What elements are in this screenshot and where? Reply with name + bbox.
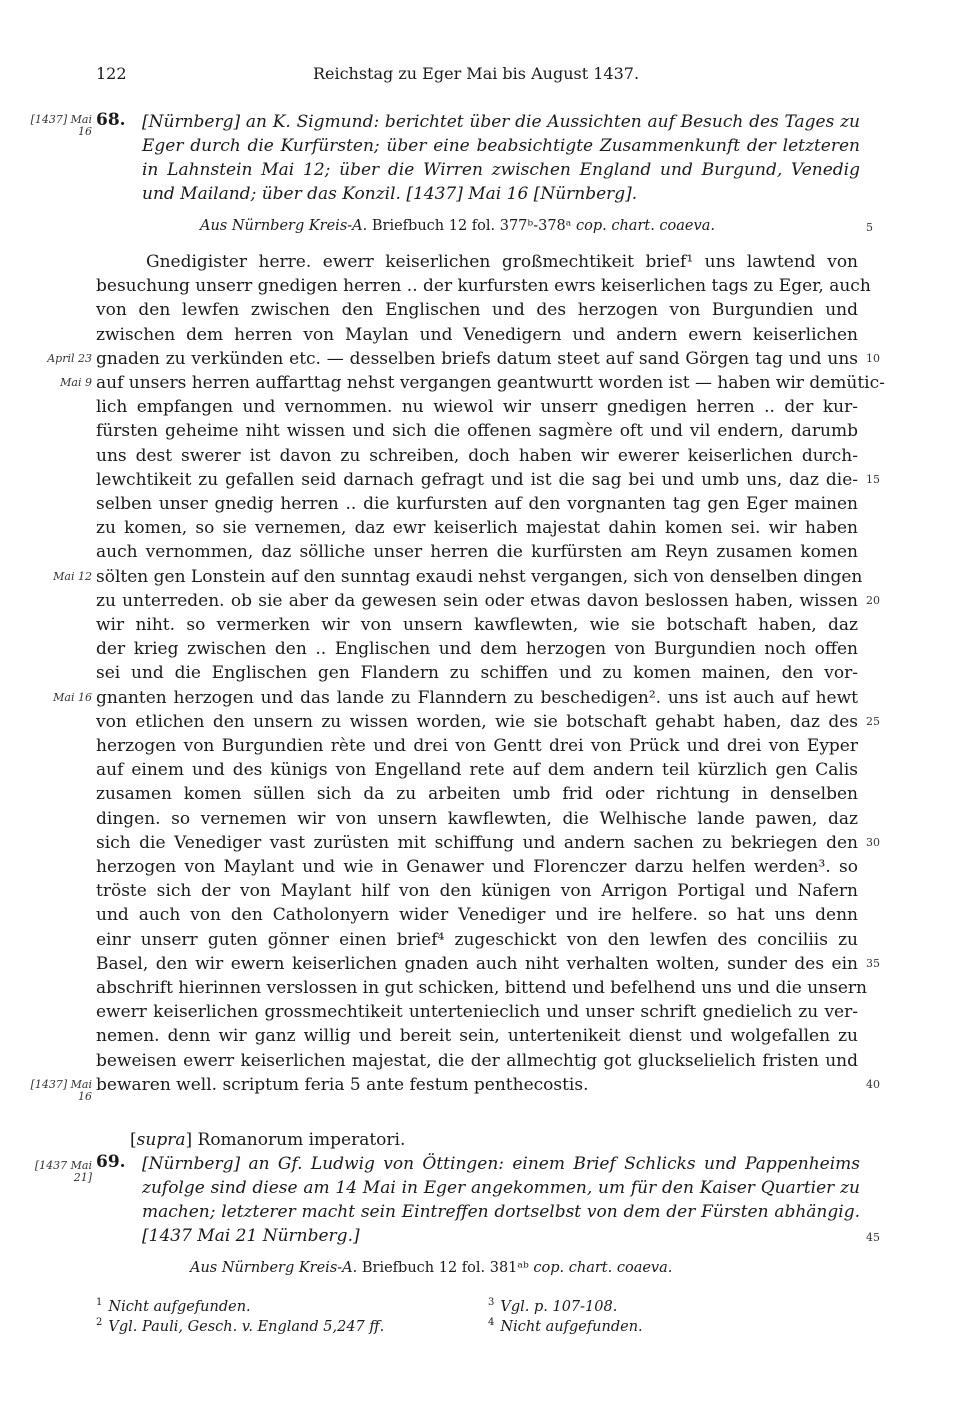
- body-line: auf unsers herren auffarttag nehst vergangen geantwurtt worden ist — haben wir demütic-: [96, 373, 885, 393]
- body-line: besuchung unserr gnedigen herren .. der kurfursten ewrs keiserlichen tags zu Eger, auch: [96, 276, 871, 297]
- body-line: von den lewfen zwischen den Englischen und des herzogen von Burgundien und: [96, 300, 858, 321]
- body-line: sei und die Englischen gen Flandern zu schiffen und zu komen mainen, den vor-: [96, 663, 858, 684]
- entry-68-date-note: [1437] Mai 16: [30, 113, 92, 138]
- body-line: zusamen komen süllen sich da zu arbeiten umb frid oder richtung in denselben: [96, 784, 858, 805]
- body-line: der krieg zwischen den .. Englischen und dem herzogen von Burgundien noch offen: [96, 639, 858, 660]
- entry-69-source-type: cop. chart. coaeva.: [533, 1260, 673, 1276]
- body-line: fürsten geheime niht wissen und sich die offenen sagmère oft und vil endern, darumb: [96, 421, 858, 442]
- body-line: Gnedigister herre. ewerr keiserlichen großmechtikeit brief¹ uns lawtend von: [146, 252, 858, 272]
- margin-date-note: April 23: [47, 351, 92, 365]
- entry-68-line-number: 5: [866, 221, 873, 234]
- entry-69-heading: [96, 1152, 866, 1248]
- body-line: zu unterreden. ob sie aber da gewesen sein oder etwas davon beslossen haben, wissen: [96, 590, 858, 611]
- entry-68-source-archive: Aus Nürnberg Kreis-A.: [200, 218, 368, 234]
- footnote-4: $^4$ Nicht aufgefunden.: [488, 1317, 643, 1335]
- body-line: gnanten herzogen und das lande zu Flanndern zu beschedigen². uns ist auch auf hewt: [96, 687, 858, 708]
- body-line: dingen. so vernemen wir von unsern kawflewten, die Welhische lande pawen, daz: [96, 808, 858, 829]
- entry-69-source-folio: Briefbuch 12 fol. 381ᵃᵇ: [361, 1260, 529, 1276]
- body-line: herzogen von Maylant und wie in Genawer und Florenczer darzu helfen werden³. so: [96, 857, 858, 877]
- closing-bracket-word: supra: [136, 1130, 186, 1150]
- margin-date-note: Mai 9: [60, 376, 92, 389]
- line-number: 10: [866, 351, 880, 365]
- running-title: Reichstag zu Eger Mai bis August 1437.: [312, 64, 640, 83]
- body-line: tröste sich der von Maylant hilf von den künigen von Arrigon Portigal und Nafern: [96, 881, 858, 902]
- body-line: sölten gen Lonstein auf den sunntag exaudi nehst vergangen, sich von denselben dingen: [96, 566, 863, 587]
- page-header: [96, 64, 856, 88]
- margin-date-note: Mai 16: [53, 690, 92, 704]
- entry-68-source-folio: Briefbuch 12 fol. 377ᵇ-378ᵃ: [371, 218, 572, 234]
- body-line: herzogen von Burgundien rète und drei von Gentt drei von Prück und drei von Eyper: [96, 736, 858, 756]
- line-number: 40: [866, 1077, 880, 1091]
- entry-69-source-archive: Aus Nürnberg Kreis-A.: [190, 1260, 358, 1276]
- entry-69-date-note: [1437 Mai 21]: [34, 1159, 92, 1184]
- footnote-1: $^1$ Nicht aufgefunden.: [96, 1297, 251, 1315]
- footnote-3: $^3$ Vgl. p. 107-108.: [488, 1297, 618, 1315]
- entry-68-source-type: cop. chart. coaeva.: [576, 218, 715, 234]
- entry-69-line-number: 45: [866, 1231, 880, 1244]
- line-number: 35: [866, 956, 880, 970]
- entry-69-summary: [Nürnberg] an Gf. Ludwig von Öttingen: einem Brief Schlicks und Pappenheims zufolge sind diese am 14 Mai in Eger angekommen, um für den Kaiser Quartier zu machen; letzterer macht sein Eintreffen dortselbst von dem der Fürsten abhängig. [1437 Mai 21 Nürnberg.]: [142, 1154, 860, 1246]
- line-number: 15: [866, 472, 880, 486]
- body-line: sich die Venediger vast zurüsten mit schiffung und andern sachen zu bekriegen den: [96, 832, 858, 853]
- body-line: Basel, den wir ewern keiserlichen gnaden auch niht verhalten wolten, sunder des ein: [96, 953, 858, 974]
- body-line: nemen. denn wir ganz willig und bereit sein, untertenikeit dienst und wolgefallen zu: [96, 1026, 858, 1047]
- entry-69-source: [190, 1258, 672, 1278]
- body-line: auch vernommen, daz sölliche unser herren die kurfürsten am Reyn zusamen komen: [96, 542, 858, 563]
- body-line: auf einem und des künigs von Engelland rete auf dem andern teil kürzlich gen Calis: [96, 760, 858, 781]
- body-line: lich empfangen und vernommen. nu wiewol wir unserr gnedigen herren .. der kur-: [96, 397, 858, 418]
- entry-68-heading: [96, 110, 866, 206]
- page-number: 122: [96, 64, 127, 83]
- body-line: selben unser gnedig herren .. die kurfursten auf den vorgnanten tag gen Eger mainen: [96, 494, 858, 514]
- body-line: von etlichen den unsern zu wissen worden, wie sie botschaft gehabt haben, daz des: [96, 711, 858, 732]
- entry-68-source: [200, 216, 715, 236]
- entry-68-summary: [Nürnberg] an K. Sigmund: berichtet über die Aussichten auf Besuch des Tages zu Eger durch die Kurfürsten; über eine beabsichtigte Zusammenkunft der letzteren in Lahnstein Mai 12; über die Wirren zwischen England und Burgund, Venedig und Mailand; über das Konzil. [1437] Mai 16 [Nürnberg].: [142, 112, 860, 204]
- body-line: ewerr keiserlichen grossmechtikeit untertenieclich und unser schrift gnedielich zu ver-: [96, 1002, 858, 1023]
- margin-date-note: Mai 12: [53, 569, 92, 583]
- body-line: bewaren well. scriptum feria 5 ante festum penthecostis.: [96, 1074, 589, 1095]
- line-number: 20: [866, 593, 880, 607]
- footnote-2: $^2$ Vgl. Pauli, Gesch. v. England 5,247 ff.: [96, 1317, 385, 1335]
- body-line: zwischen dem herren von Maylan und Venedigern und andern ewern keiserlichen: [96, 324, 858, 345]
- line-number: 25: [866, 714, 880, 728]
- body-line: und auch von den Catholonyern wider Venediger und ire helfere. so hat uns denn: [96, 905, 858, 926]
- body-line: zu komen, so sie vernemen, daz ewr keiserlich majestat dahin komen sei. wir haben: [96, 518, 858, 539]
- body-line: uns dest swerer ist davon zu schreiben, doch haben wir ewerer keiserlichen durch-: [96, 445, 858, 466]
- letter-closing: [supra] Romanorum imperatori.: [130, 1130, 406, 1150]
- body-line: einr unserr guten gönner einen brief⁴ zugeschickt von den lewfen des conciliis zu: [96, 929, 858, 950]
- body-line: beweisen ewerr keiserlichen majestat, die der allmechtig got gluckselielich fristen und: [96, 1050, 858, 1071]
- line-number: 30: [866, 835, 880, 849]
- body-line: gnaden zu verkünden etc. — desselben briefs datum steet auf sand Görgen tag und uns: [96, 348, 858, 369]
- body-line: abschrift hierinnen verslossen in gut schicken, bittend und befelhend uns und die unsern: [96, 978, 867, 998]
- body-line: lewchtikeit zu gefallen seid darnach gefragt und ist die sag bei und umb uns, daz die-: [96, 469, 858, 490]
- margin-date-note: [1437] Mai 16: [30, 1077, 92, 1103]
- entry-69-number: 69.: [96, 1152, 126, 1172]
- body-line: wir niht. so vermerken wir von unsern kawflewten, wie sie botschaft haben, daz: [96, 615, 858, 635]
- entry-68-number: 68.: [96, 110, 126, 130]
- closing-addressee: Romanorum imperatori.: [197, 1130, 406, 1150]
